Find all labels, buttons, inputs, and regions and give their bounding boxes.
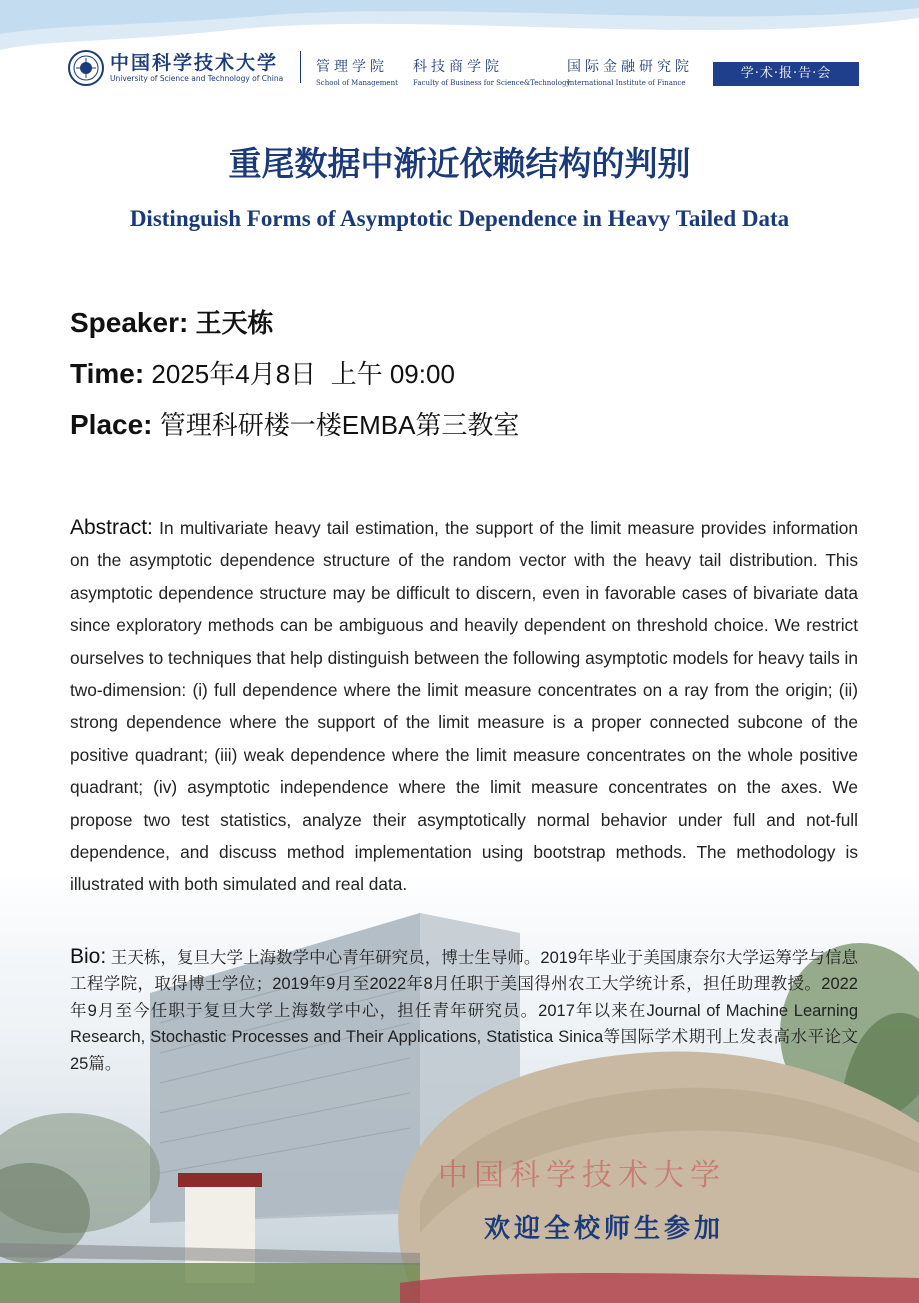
abstract-label: Abstract: — [70, 516, 153, 539]
speaker-line — [70, 303, 274, 340]
campus-background-image — [0, 873, 919, 1303]
header-divider — [300, 51, 301, 83]
school-name-en: School of Management — [316, 79, 398, 87]
time-value: 2025年4月8日 上午 09:00 — [151, 359, 455, 389]
bio-text: 王天栋，复旦大学上海数学中心青年研究员，博士生导师。2019年毕业于美国康奈尔大学运筹学与信息工程学院，取得博士学位；2019年9月至2022年8月任职于美国得州农工大学统计系，担任助理教授。2022年9月至今任职于复旦大学上海数学中心，担任青年研究员。2017年以来在Journal of Machine Learning Research, Stochastic Processes and Their Applications, Statistica Sinica等国际学术期刊上发表高水平论文25篇。 — [70, 949, 858, 1073]
time-label: Time: — [70, 358, 145, 389]
school-name-cn: 管理学院 — [316, 59, 388, 75]
place-line — [70, 405, 519, 442]
bio-section — [70, 944, 858, 1077]
school-finance-institute — [567, 56, 693, 87]
time-line — [70, 354, 455, 391]
school-name-cn: 国际金融研究院 — [567, 59, 693, 75]
header-bar — [68, 48, 860, 88]
academic-lecture-badge: 学·术·报·告·会 — [713, 62, 859, 86]
school-management — [316, 56, 398, 87]
bio-label: Bio: — [70, 945, 107, 968]
speaker-name: 王天栋 — [195, 308, 274, 338]
place-label: Place: — [70, 409, 153, 440]
abstract-section — [70, 512, 858, 901]
place-value: 管理科研楼一楼EMBA第三教室 — [159, 410, 520, 440]
school-name-cn: 科技商学院 — [413, 59, 503, 75]
welcome-message: 欢迎全校师生参加 — [484, 1214, 725, 1244]
school-name-en: International Institute of Finance — [567, 79, 686, 87]
university-name-en: University of Science and Technology of China — [110, 74, 284, 83]
speaker-label: Speaker: — [70, 307, 189, 338]
title-english: Distinguish Forms of Asymptotic Dependence in Heavy Tailed Data — [129, 206, 790, 231]
title-chinese: 重尾数据中渐近依赖结构的判别 — [228, 144, 691, 183]
school-business-science-tech — [413, 56, 570, 87]
university-name-cn: 中国科学技术大学 — [110, 52, 279, 74]
university-seal-icon — [68, 50, 104, 86]
school-name-en: Faculty of Business for Science&Technology — [413, 79, 571, 87]
rock-inscription: 中国科学技术大学 — [438, 1158, 726, 1193]
abstract-text: In multivariate heavy tail estimation, the support of the limit measure provides information on the asymptotic dependence structure of the random vector with the heavy tail distribution. This asymptotic dependence structure may be difficult to discern, even in favorable cases of bivariate data since exploratory methods can be ambiguous and heavily dependent on threshold choice. We restrict ourselves to techniques that help distinguish between the following asymptotic models for heavy tails in two-dimension: (i) full dependence where the limit measure concentrates on a ray from the origin; (ii) strong dependence where the support of the limit measure is a proper connected subcone of the positive quadrant; (iii) weak dependence where the limit measure concentrates on the whole positive quadrant; (iv) asymptotic independence where the limit measure concentrates on the axes. We propose two test statistics, analyze their asymptotically normal behavior under full and not-full dependence, and discuss method implementation using bootstrap methods. The methodology is illustrated with both simulated and real data. — [70, 518, 858, 895]
